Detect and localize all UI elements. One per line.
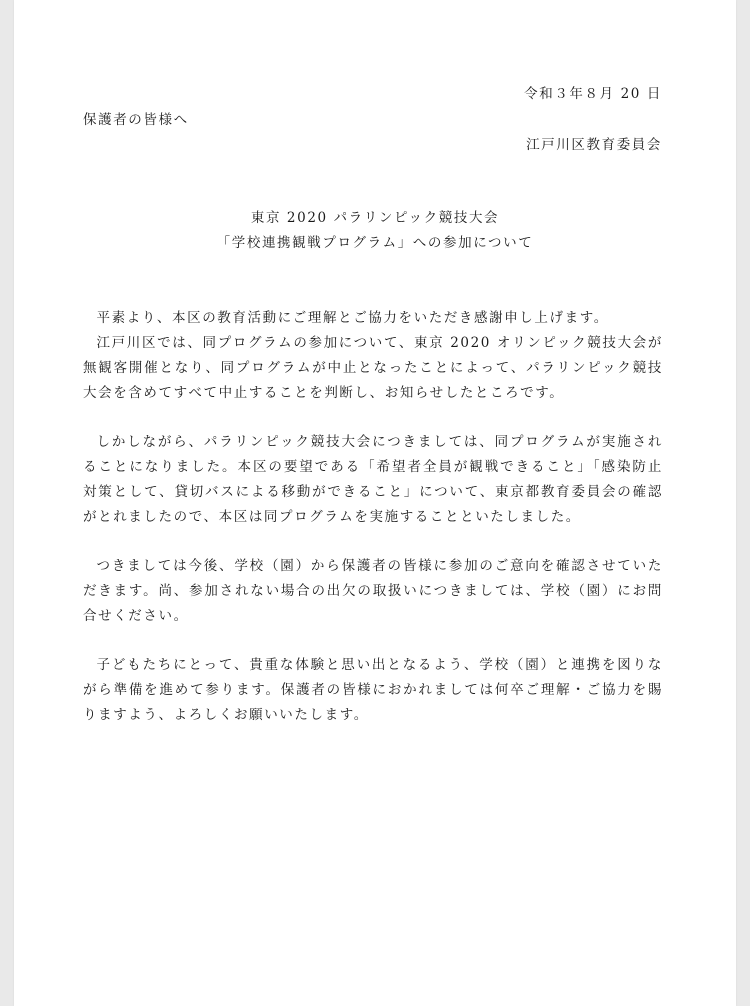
title-line-1: 東京 2020 パラリンピック競技大会	[250, 210, 500, 226]
letter	[14, 0, 736, 1006]
letter-sender: 江戸川区教育委員会	[526, 137, 662, 153]
letter-title	[14, 206, 736, 256]
paragraph-closing: 子どもたちにとって、貴重な体験と思い出となるよう、学校（園）と連携を図りながら準備を進めて参ります。保護者の皆様におかれましては何卒ご理解・ご協力を賜りますよう、よろしくお願いいたします。	[83, 657, 663, 723]
document-page	[14, 0, 736, 1006]
letter-body	[83, 306, 663, 728]
title-line-2: 「学校連携観戦プログラム」への参加について	[216, 235, 534, 251]
paragraph-procedure: つきましては今後、学校（園）から保護者の皆様に参加のご意向を確認させていただきます。尚、参加されない場合の出欠の取扱いにつきましては、学校（園）にお問合せください。	[83, 558, 663, 624]
letter-date: 令和３年８月 20 日	[524, 86, 662, 102]
paragraph-decision: しかしながら、パラリンピック競技大会につきましては、同プログラムが実施されることになりました。本区の要望である「希望者全員が観戦できること」「感染防止対策として、貸切バスによる移動ができること」について、東京都教育委員会の確認がとれましたので、本区は同プログラムを実施することといたしました。	[83, 434, 663, 525]
paragraph-background: 江戸川区では、同プログラムの参加について、東京 2020 オリンピック競技大会が無観客開催となり、同プログラムが中止となったことによって、パラリンピック競技大会を含めてすべて中止することを判断し、お知らせしたところです。	[83, 335, 663, 401]
paragraph-greeting: 平素より、本区の教育活動にご理解とご協力をいただき感謝申し上げます。	[96, 310, 609, 326]
letter-recipient: 保護者の皆様へ	[83, 112, 189, 128]
